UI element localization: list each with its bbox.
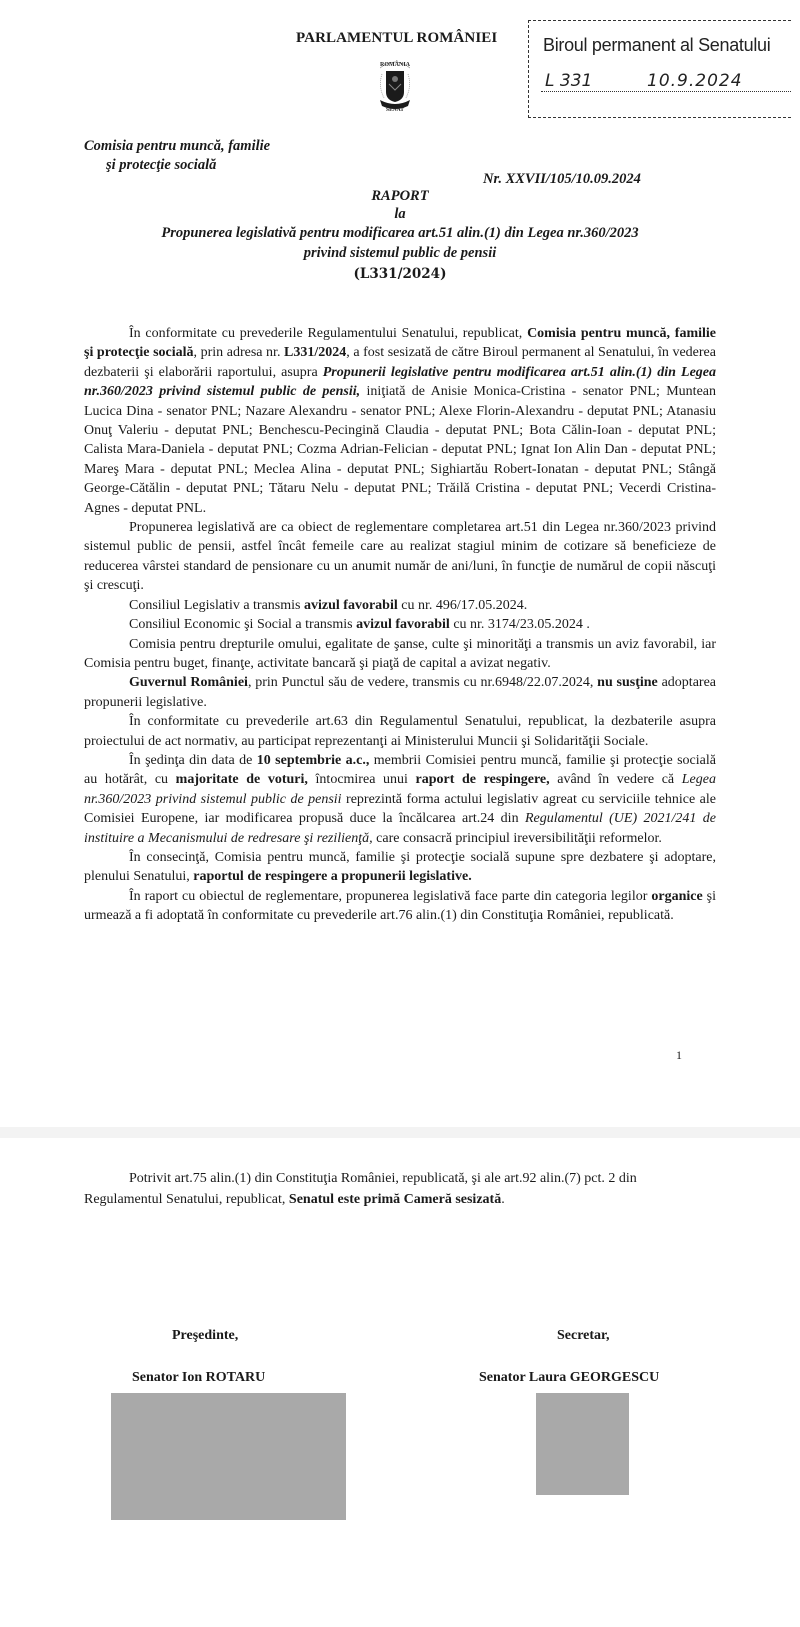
signature-role-secretary: Secretar, [557,1328,610,1343]
text-segment: majoritate de voturi, [175,772,308,788]
body-paragraph [84,848,716,887]
crest-top-label: ROMÂNIA [380,62,410,68]
text-segment: raport de respingere, [415,772,550,788]
signature-role-president: Preşedinte, [172,1328,239,1343]
text-segment: Propunerii legislative pentru modificarea art.51 alin.(1) din Legea nr.360/2023 privind sistemul public de pensii, [84,364,716,400]
commission-line-2: şi protecţie socială [106,157,217,173]
report-code: (L331/2024) [353,266,447,282]
text-segment: cu nr. 496/17.05.2024. [397,597,528,613]
text-segment: organice [651,888,703,904]
body-paragraph [84,615,716,634]
text-segment: În raport cu obiectul de reglementare, propunerea legislativă face parte din categoria legilor [129,888,652,904]
document-number: Nr. XXVII/105/10.09.2024 [483,171,641,187]
body-paragraph [84,635,716,674]
text-segment: nu susţine [597,675,658,691]
commission-name [84,137,270,175]
text-segment: Consiliul Economic şi Social a transmis [129,617,357,633]
text-segment: . [501,1192,505,1207]
text-segment: Legea nr.360/2023 privind sistemul public de pensii [84,772,716,807]
text-segment: L331/2024 [284,345,347,361]
report-body [84,324,716,926]
text-segment: avizul favorabil [304,597,398,613]
body-paragraph [84,518,716,596]
text-segment: avizul favorabil [356,617,450,633]
text-segment: şi urmează a fi adoptată în conformitate cu prevederile art.76 alin.(1) din Constituţia României, republicată. [84,888,716,924]
text-segment: Consiliul Legislativ a transmis [129,597,304,613]
report-type: RAPORT [371,188,429,204]
text-segment: Guvernul României [129,675,248,691]
crest-bottom-label: SENAT [386,107,404,113]
text-segment: care consacră principiul ireversibilităţii reformelor. [372,830,662,846]
text-segment: cu nr. 3174/23.05.2024 . [449,617,590,633]
text-segment: În consecinţă, Comisia pentru muncă, familie şi protecţie socială supune spre dezbatere şi adoptare, plenului Senatului, [84,849,716,885]
registration-stamp [528,20,791,118]
text-segment: În şedinţa din data de [129,752,257,768]
body-paragraph [84,673,716,712]
text-segment: având în vedere că [549,772,682,788]
text-segment: , prin Punctul său de vedere, transmis cu nr.6948/22.07.2024, [247,675,598,691]
text-segment: 10 septembrie a.c., [256,752,370,768]
signature-name-secretary: Senator Laura GEORGESCU [479,1370,660,1385]
text-segment: , prin adresa nr. [193,345,285,361]
text-segment: membrii Comisiei pentru muncă, familie şi protecţie socială au hotărât, cu [84,752,716,788]
text-segment: raportul de respingere a propunerii legislative. [193,869,472,885]
signature-name-president: Senator Ion ROTARU [132,1370,266,1385]
text-segment: Potrivit art.75 alin.(1) din Constituţia României, republicată, şi ale art.92 alin.(7) pct. 2 din Regulamentul Senatului, republicat, [84,1171,637,1207]
text-segment: Comisia pentru drepturile omului, egalitate de şanse, culte şi minorităţi a transmis un aviz favorabil, iar Comisia pentru buget, finanţe, activitate bancară şi piaţă de capital a avizat negativ. [84,636,716,671]
text-segment: , a fost sesizată de către Biroul permanent al Senatului, în vederea dezbaterii şi elaborării raportului, asupra [84,345,716,380]
text-segment: Comisia pentru muncă, familie şi protecţie socială [84,326,716,361]
commission-line-1: Comisia pentru muncă, familie [84,138,271,154]
body-paragraph [84,596,716,615]
coat-of-arms-icon [372,54,418,114]
signature-redacted-president [111,1393,346,1520]
text-segment: În conformitate cu prevederile Regulamentului Senatului, republicat, [129,326,528,341]
body-paragraph [84,712,716,751]
text-segment: reprezintă forma actului legislativ agreat cu serviciile tehnice ale Comisiei Europene, iar modificarea propusă duce la încălcarea art.24 din [84,791,717,827]
stamp-title: Biroul permanent al Senatului [543,35,771,55]
stamp-date: 10.9.2024 [647,71,743,91]
report-preposition: la [394,206,406,222]
text-segment: Senatul este primă Cameră sesizată [288,1192,502,1207]
page-number: 1 [676,1048,682,1062]
text-segment: întocmirea unui [307,772,416,788]
report-title-line-2: privind sistemul public de pensii [303,245,497,261]
body-paragraph [84,751,716,848]
signature-redacted-secretary [536,1393,629,1495]
chamber-paragraph [84,1168,716,1210]
text-segment: În conformitate cu prevederile art.63 din Regulamentul Senatului, republicat, la dezbaterile asupra proiectului de act normativ, au participat reprezentanţi ai Ministerului Muncii şi Solidarităţii Sociale. [84,714,716,749]
text-segment: Regulamentul (UE) 2021/241 de instituire a Mecanismului de redresare şi rezilienţă, [84,811,716,846]
institution-header: PARLAMENTUL ROMÂNIEI [296,30,498,46]
text-segment: iniţiată de Anisie Monica-Cristina - senator PNL; Muntean Lucica Dina - senator PNL; Nazare Alexandru - senator PNL; Alexe Florin-Alexandru - deputat PNL; Atanasiu Onuţ Valeriu - deputat PNL; Benchescu-Pecingină Claudia - deputat PNL; Bota Călin-Ioan - deputat PNL; Calista Mara-Daniela - deputat PNL; Cozma Adrian-Felician - deputat PNL; Ignat Ion Alin Dan - deputat PNL; Mareş Mara - deputat PNL; Meclea Alina - deputat PNL; Sighiartău Robert-Ionatan - deputat PNL; Stângă George-Cătălin - deputat PNL; Tătaru Nelu - deputat PNL; Trăilă Cristina - deputat PNL; Vecerdi Cristina-Agnes - deputat PNL. [84,384,716,516]
document-page-2 [0,1138,800,1627]
body-paragraph [84,887,716,926]
chamber-notice [84,1168,716,1210]
body-paragraph [84,324,716,518]
text-segment: adoptarea propunerii legislative. [84,675,716,710]
report-title-line-1: Propunerea legislativă pentru modificarea art.51 alin.(1) din Legea nr.360/2023 [161,225,639,241]
text-segment: Propunerea legislativă are ca obiect de reglementare completarea art.51 din Legea nr.360/2023 privind sistemul public de pensii, astfel încât femeile care au realizat stagiul minim de cotizare să beneficieze de reducerea vârstei standard de pensionare cu un anumit număr de ani/luni, în funcţie de numărul de copii născuţi şi crescuţi. [84,520,716,594]
stamp-number: L 331 [545,71,593,91]
